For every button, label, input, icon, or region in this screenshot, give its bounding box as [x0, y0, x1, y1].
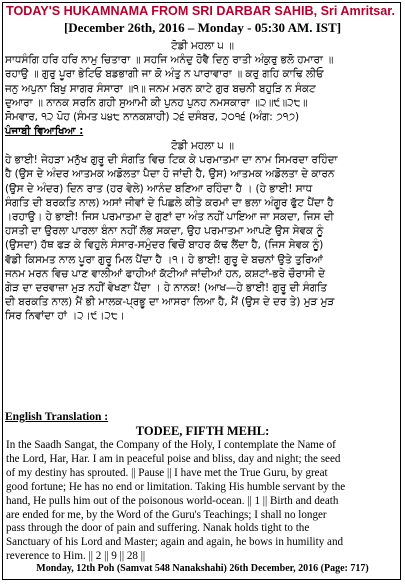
vyakhya-line: ।ਰਹਾਉ। ਹੇ ਭਾਈ! ਜਿਸ ਪਰਮਾਤਮਾ ਦੇ ਗੁਣਾਂ ਦਾ ਅੰਤ ਨਹੀਂ ਪਾਇਆ ਜਾ ਸਕਦਾ, ਜਿਸ ਦੀ — [5, 211, 334, 224]
page-title: TODAY'S HUKAMNAMA FROM SRI DARBAR SAHIB, Sri Amritsar. — [6, 4, 396, 18]
gurbani-line: ਜਨੁ ਅਪੁਨਾ ਬਿਖੁ ਸਾਗਰ ਸੰਸਾਰਾ ॥੧॥ ਜਨਮ ਮਰਨ ਕਾਟੇ ਗੁਰ ਬਚਨੀ ਬਹੁੜਿ ਨ ਸੰਕਟ — [5, 82, 316, 95]
gurbani-line: ਦੁਆਰਾ ॥ ਨਾਨਕ ਸਰਨਿ ਗਹੀ ਸੁਆਮੀ ਕੀ ਪੁਨਹ ਪੁਨਹ ਨਮਸਕਾਰਾ ॥੨॥੯॥੨੮॥ — [5, 96, 308, 109]
vyakhya-line: (ਉਸਦਾ) ਹੱਥ ਫੜ ਕੇ ਵਿਹੁਲੇ ਸੰਸਾਰ-ਸਮੁੰਦਰ ਵਿਚੋਂ ਬਾਹਰ ਕੱਢ ਲੈਂਦਾ ਹੈ, (ਜਿਸ ਸੇਵਕ ਨੂੰ) — [5, 239, 324, 252]
english-line: the Lord, Har, Har. I am in peaceful poise and bliss, day and night; the seed — [6, 452, 341, 465]
vyakhya-line: ਸਿਰ ਨਿਵਾਂਦਾ ਹਾਂ ।੨।੯।੨੮। — [5, 310, 125, 323]
punjabi-vyakhya-label: ਪੰਜਾਬੀ ਵਿਆਖਿਆ : — [5, 126, 84, 137]
english-line: are ended for me, by the Word of the Guru's Teachings; I shall no longer — [6, 508, 327, 521]
vyakhya-line: ਸੰਗਤਿ ਦੀ ਬਰਕਤਿ ਨਾਲ) ਅਸਾਂ ਜੀਵਾਂ ਦੇ ਪਿਛਲੇ ਕੀਤੇ ਕਰਮਾਂ ਦਾ ਭਲਾ ਅੰਗੂਰ ਫੁੱਟ ਪੈਂਦਾ ਹੈ — [5, 196, 334, 209]
date-line: [December 26th, 2016 – Monday - 05:30 AM. IST] — [63, 20, 342, 35]
vyakhya-line: (ਉਸ ਦੇ ਅੰਦਰ) ਦਿਨ ਰਾਤ (ਹਰ ਵੇਲੇ) ਆਨੰਦ ਬਣਿਆ ਰਹਿੰਦਾ ਹੈ । (ਹੇ ਭਾਈ! ਸਾਧ — [5, 182, 313, 195]
english-line: In the Saadh Sangat, the Company of the Holy, I contemplate the Name of — [6, 439, 336, 451]
vyakhya-heading: ਟੋਡੀ ਮਹਲਾ ੫ ॥ — [171, 140, 234, 152]
vyakhya-block — [5, 139, 400, 324]
english-line: hand, He pulls him out of the poisonous world-ocean. || 1 || Birth and death — [6, 494, 339, 507]
english-heading: TODEE, FIFTH MEHL: — [135, 424, 270, 438]
vyakhya-line: ਵੱਡੀ ਕਿਸਮਤ ਨਾਲ ਪੂਰਾ ਗੁਰੂ ਮਿਲ ਪੈਂਦਾ ਹੈ ।੧। ਹੇ ਭਾਈ! ਗੁਰੂ ਦੇ ਬਚਨਾਂ ਉਤੇ ਤੁਰਿਆਂ — [5, 253, 323, 266]
vyakhya-line: ਗੇੜ ਦਾ ਦਰਵਾਜ਼ਾ ਮੁੜ ਨਹੀਂ ਵੇਖਣਾ ਪੈਂਦਾ । ਹੇ ਨਾਨਕ! (ਆਖ—ਹੇ ਭਾਈ! ਗੁਰੂ ਦੀ ਸੰਗਤਿ — [5, 282, 327, 295]
english-line: good fortune; He has no end or limitation. Taking His humble servant by the — [6, 480, 346, 493]
english-line: pass through the door of pain and suffering. Nanak holds tight to the — [6, 522, 310, 535]
date-line-punjabi: ਸੋਮਵਾਰ, ੧੨ ਪੋਹ (ਸੰਮਤ ੫੪੮ ਨਾਨਕਸ਼ਾਹੀ) ੨੬ ਦਸੰਬਰ, ੨੦੧੬ (ਅੰਗ: ੭੧੭) — [5, 111, 300, 124]
vyakhya-line: ਹੈ (ਉਸ ਦੇ ਅੰਦਰ ਆਤਮਕ ਅਡੋਲਤਾ ਪੈਦਾ ਹੋ ਜਾਂਦੀ ਹੈ, ਉਸ) ਆਤਮਕ ਅਡੋਲਤਾ ਦੇ ਕਾਰਨ — [5, 168, 335, 181]
english-translation — [6, 439, 401, 564]
footer-date: Monday, 12th Poh (Samvat 548 Nanakshahi) 26th December, 2016 (Page: 717) — [36, 563, 369, 574]
gurbani-heading: ਟੋਡੀ ਮਹਲਾ ੫ ॥ — [171, 40, 234, 52]
vyakhya-line: ਹਸਤੀ ਦਾ ਉਰਲਾ ਪਾਰਲਾ ਬੰਨਾ ਨਹੀਂ ਲੱਭ ਸਕਦਾ, ਉਹ ਪਰਮਾਤਮਾ ਆਪਣੇ ਉਸ ਸੇਵਕ ਨੂੰ — [5, 225, 324, 238]
english-line: of my destiny has sprouted. || Pause || I have met the True Guru, by great — [6, 466, 328, 479]
vyakhya-line: ਜਨਮ ਮਰਨ ਵਿਚ ਪਾਣ ਵਾਲੀਆਂ ਫਾਹੀਆਂ ਕੱਟੀਆਂ ਜਾਂਦੀਆਂ ਹਨ, ਕਸ਼ਟਾਂ-ਭਰੇ ਚੌਰਾਸੀ ਦੇ — [5, 267, 326, 280]
vyakhya-line: ਹੇ ਭਾਈ! ਜੇਹੜਾ ਮਨੁੱਖ ਗੁਰੂ ਦੀ ਸੰਗਤਿ ਵਿਚ ਟਿਕ ਕੇ ਪਰਮਾਤਮਾ ਦਾ ਨਾਮ ਸਿਮਰਦਾ ਰਹਿੰਦਾ — [5, 154, 338, 167]
english-line: reverence to Him. || 2 || 9 || 28 || — [6, 550, 146, 563]
english-translation-label: English Translation : — [5, 411, 109, 423]
vyakhya-line: ਦੀ ਬਰਕਤਿ ਨਾਲ) ਮੈਂ ਭੀ ਮਾਲਕ-ਪ੍ਰਭੂ ਦਾ ਆਸਰਾ ਲਿਆ ਹੈ, ਮੈਂ (ਉਸ ਦੇ ਦਰ ਤੇ) ਮੁੜ ਮੁੜ — [5, 296, 335, 309]
gurbani-line: ਸਾਧਸੰਗਿ ਹਰਿ ਹਰਿ ਨਾਮੁ ਚਿਤਾਰਾ ॥ ਸਹਜਿ ਅਨੰਦੁ ਹੋਵੈ ਦਿਨੁ ਰਾਤੀ ਅੰਕੁਰੁ ਭਲੋ ਹਮਾਰਾ ॥ — [5, 54, 334, 67]
gurbani-block — [5, 39, 400, 124]
gurbani-line: ਰਹਾਉ ॥ ਗੁਰੁ ਪੂਰਾ ਭੇਟਿਓ ਬਡਭਾਗੀ ਜਾ ਕੋ ਅੰਤੁ ਨ ਪਾਰਾਵਾਰਾ ॥ ਕਰੁ ਗਹਿ ਕਾਢਿ ਲੀਓ — [5, 68, 324, 81]
english-line: Sanctuary of his Lord and Master; again and again, he bows in humility and — [6, 536, 344, 549]
